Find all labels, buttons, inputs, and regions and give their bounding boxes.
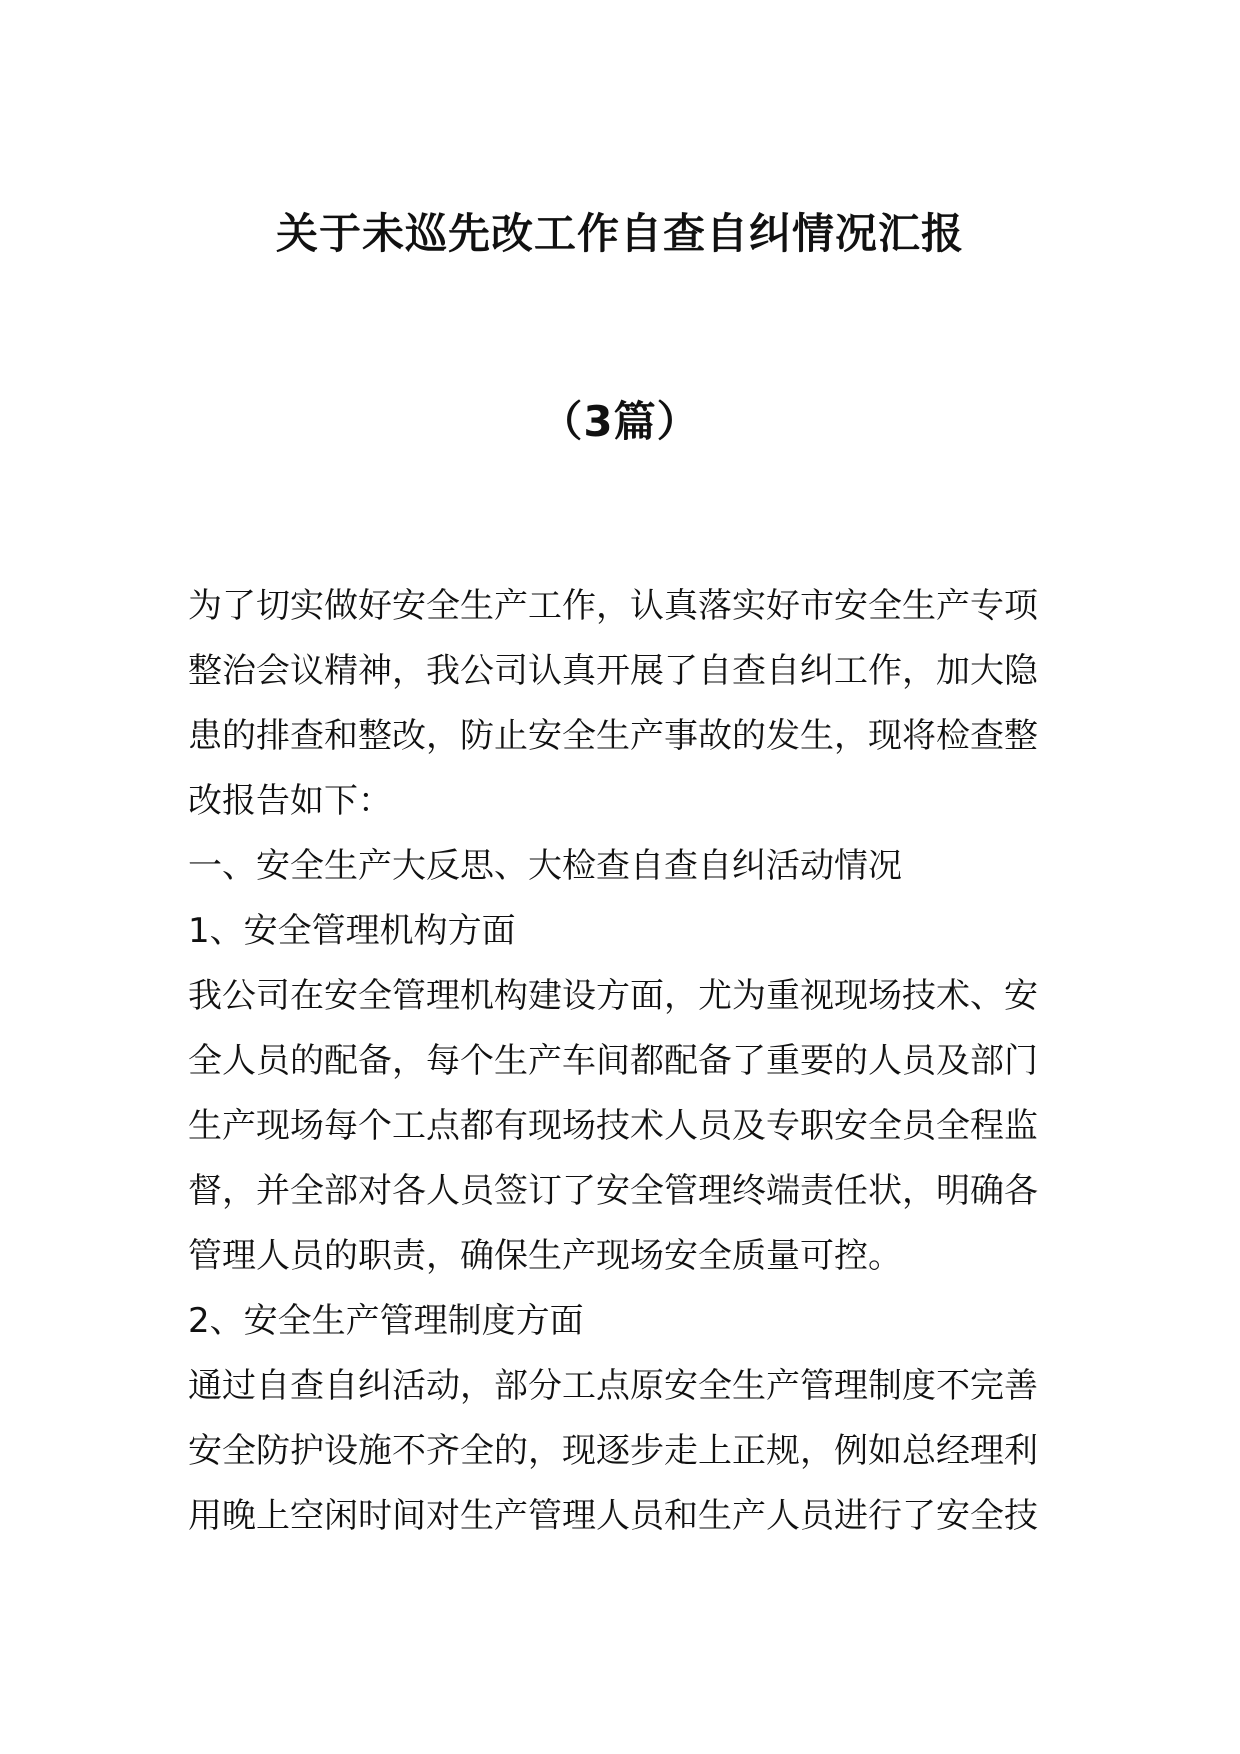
section-heading: 一、安全生产大反思、大检查自查自纠活动情况 xyxy=(188,846,902,886)
text-line: 用晚上空闲时间对生产管理人员和生产人员进行了安全技 xyxy=(188,1496,1038,1536)
text-line: 改报告如下： xyxy=(188,781,392,821)
text-line: 通过自查自纠活动，部分工点原安全生产管理制度不完善 xyxy=(188,1366,1038,1406)
document-body xyxy=(188,574,1054,1549)
text-line: 督，并全部对各人员签订了安全管理终端责任状，明确各 xyxy=(188,1171,1038,1211)
text-line: 为了切实做好安全生产工作，认真落实好市安全生产专项 xyxy=(188,586,1038,626)
subsection-heading: 2、安全生产管理制度方面 xyxy=(188,1301,584,1341)
text-line: 安全防护设施不齐全的，现逐步走上正规，例如总经理利 xyxy=(188,1431,1038,1471)
subsection-heading: 1、安全管理机构方面 xyxy=(188,911,516,951)
text-line: 生产现场每个工点都有现场技术人员及专职安全员全程监 xyxy=(188,1106,1038,1146)
document-title: 关于未巡先改工作自查自纠情况汇报 xyxy=(275,209,964,258)
text-line: 患的排查和整改，防止安全生产事故的发生，现将检查整 xyxy=(188,716,1038,756)
text-line: 管理人员的职责，确保生产现场安全质量可控。 xyxy=(188,1236,902,1276)
text-line: 全人员的配备，每个生产车间都配备了重要的人员及部门 xyxy=(188,1041,1038,1081)
document-subtitle: （3篇） xyxy=(540,397,700,446)
text-line: 我公司在安全管理机构建设方面，尤为重视现场技术、安 xyxy=(188,976,1038,1016)
text-line: 整治会议精神，我公司认真开展了自查自纠工作，加大隐 xyxy=(188,651,1038,691)
